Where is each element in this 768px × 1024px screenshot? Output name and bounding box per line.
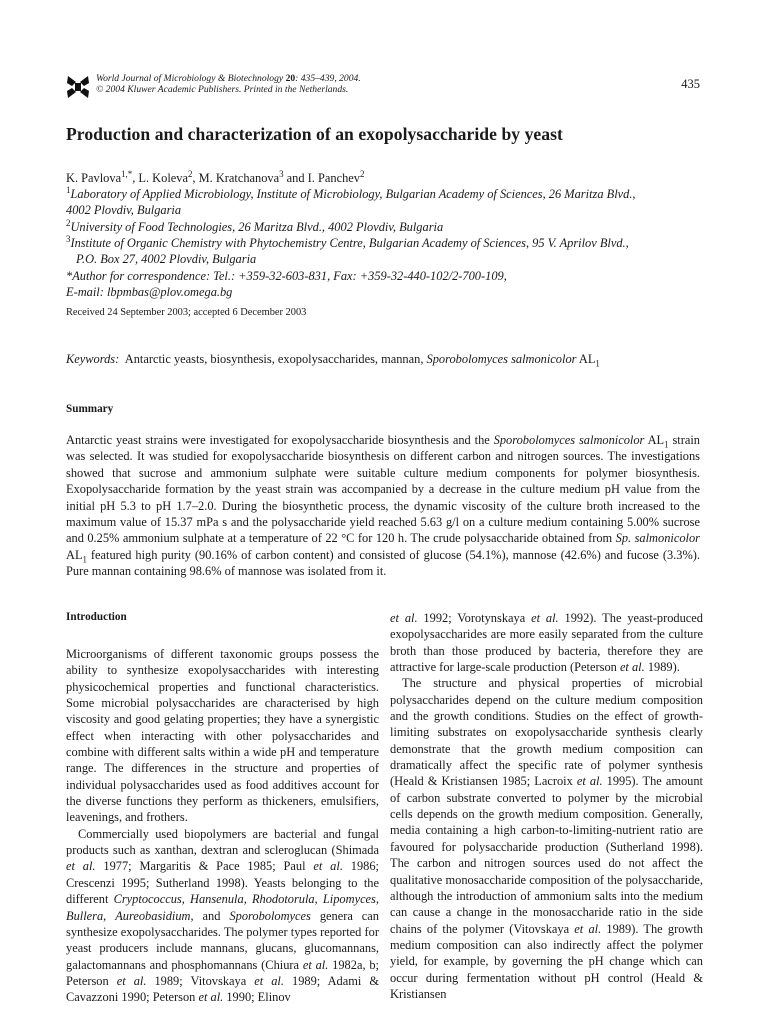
received-dates: Received 24 September 2003; accepted 6 December 2003 — [66, 307, 307, 318]
publisher-logo-icon — [66, 74, 90, 100]
affiliation-1: $^1$Laboratory of Applied Microbiology, Institute of Microbiology, Bulgarian Academy of Sciences, 26 Maritza Blvd., — [66, 184, 636, 201]
column-right — [390, 610, 703, 1002]
email-line: E-mail: lbpmbas@plov.omega.bg — [66, 285, 233, 299]
article-title: Production and characterization of an exopolysaccharide by yeast — [66, 124, 563, 144]
summary-paragraph: Antarctic yeast strains were investigated for exopolysaccharide biosynthesis and the Sporobolomyces salmonicolor $AL_1$ strain was selected. It was studied for exopolysaccharide biosynthesis on different carbon and nitrogen sources. The investigations showed that sucrose and ammonium sulphate were suitable culture medium components for polymer biosynthesis. Exopolysaccharide formation by the yeast strain was accompanied by a decrease in the culture medium pH value from the initial pH 5.3 to pH 1.7–2.0. During the biosynthetic process, the dynamic viscosity of the culture broth increased to the maximum value of 15.37 mPa s and the polysaccharide yield reached 5.63 g/l on a culture medium containing 5.00% sucrose and 0.25% ammonium sulphate at a temperature of 22 °C for 120 h. The crude polysaccharide obtained from Sp. salmonicolor $AL_1$ featured high purity (90.16% of carbon content) and consisted of glucose (54.1%), mannose (42.6%) and fucose (3.3%). Pure mannan containing 98.6% of mannose was isolated from it. — [66, 433, 700, 579]
keywords-label: Keywords: — [66, 352, 120, 366]
journal-header — [96, 73, 361, 95]
intro-paragraph-2: Commercially used biopolymers are bacterial and fungal products such as xanthan, dextran and scleroglucan (Shimada et al. 1977; Margaritis & Pace 1985; Paul et al. 1986; Crescenzi 1995; Sutherland 1998). Yeasts belonging to the different Cryptococcus, Hansenula, Rhodotorula, Lipomyces, Bullera, Aureobasidium, and Sporobolomyces genera can synthesize exopolysaccharides. The polymer types reported for yeast producers include mannans, glucans, glucomannans, galactomannans and phosphomannans (Chiura et al. 1982a, b; Peterson et al. 1989; Vitovskaya et al. 1989; Adami & Cavazzoni 1990; Peterson et al. 1990; Elinov — [66, 826, 380, 1005]
intro-paragraph-3: The structure and physical properties of microbial polysaccharides depend on the culture medium composition and the growth conditions. Studies on the effect of growth-limiting substrates on exopolysaccharide synthesis clearly demonstrate that the growth medium composition can dramatically affect the specific rate of polymer synthesis (Heald & Kristiansen 1985; Lacroix et al. 1995). The amount of carbon substrate converted to polymer by the microbial cells depends on the growth medium composition. Generally, media containing a high carbon-to-limiting-nutrient ratio are favoured for polysaccharide production (Sutherland 1998). The carbon and nitrogen sources used do not affect the qualitative monosaccharide composition of the polysaccharide, although the introduction of ammonium salts into the medium can cause a change in the monosaccharide ratio in the side chains of the polymer (Vitovskaya et al. 1989). The growth medium composition can also indirectly affect the polymer yield, for example, by governing the pH change which can occur during fermentation without pH control (Heald & Kristiansen — [390, 676, 703, 1001]
affiliation-3-cont: P.O. Box 27, 4002 Plovdiv, Bulgaria — [76, 252, 257, 266]
copyright-line: © 2004 Kluwer Academic Publishers. Printed in the Netherlands. — [96, 84, 349, 95]
correspondence-line: *Author for correspondence: Tel.: +359-32-603-831, Fax: +359-32-440-102/2-700-109, — [66, 269, 507, 283]
author-list: K. Pavlova$^{1,*}$, L. Koleva$^2$, M. Kratchanova$^3$ and I. Panchev$^2$ — [66, 168, 365, 185]
page-number: 435 — [681, 77, 700, 91]
affiliation-2: $^2$University of Food Technologies, 26 Maritza Blvd., 4002 Plovdiv, Bulgaria — [66, 217, 444, 234]
affiliation-3: $^3$Institute of Organic Chemistry with Phytochemistry Centre, Bulgarian Academy of Sciences, 95 V. Aprilov Blvd., — [66, 233, 629, 250]
summary-heading: Summary — [66, 403, 114, 415]
author-name: K. Pavlova — [66, 171, 122, 185]
journal-citation: World Journal of Microbiology & Biotechnology 20: 435–439, 2004. — [96, 73, 361, 84]
keywords: Keywords: Antarctic yeasts, biosynthesis, exopolysaccharides, mannan, Sporobolomyces salmonicolor $AL_1$ — [66, 352, 600, 369]
intro-paragraph-2-cont: et al. 1992; Vorotynskaya et al. 1992). The yeast-produced exopolysaccharides are more easily separated from the culture broth than those produced by bacteria, therefore they are attractive for large-scale production (Peterson et al. 1989). — [390, 611, 704, 675]
author-name: L. Koleva — [138, 171, 188, 185]
column-left — [66, 610, 379, 1006]
affiliation-1-cont: 4002 Plovdiv, Bulgaria — [66, 203, 182, 217]
author-name: M. Kratchanova — [198, 171, 280, 185]
author-name: I. Panchev — [307, 171, 360, 185]
introduction-heading: Introduction — [66, 611, 127, 623]
intro-paragraph-1: Microorganisms of different taxonomic groups possess the ability to synthesize exopolysaccharides with interesting physicochemical properties and functional characteristics. Some microbial polysaccharides are characterised by high viscosity and good gelating properties; they have a synergistic effect when interacting with other polysaccharides and combine with different salts within a wide pH and temperature range. The differences in the structure and properties of individual polysaccharides used as food additives account for the diverse functions they perform as thickeners, emulsifiers, leavenings, and frothers. — [66, 647, 379, 825]
